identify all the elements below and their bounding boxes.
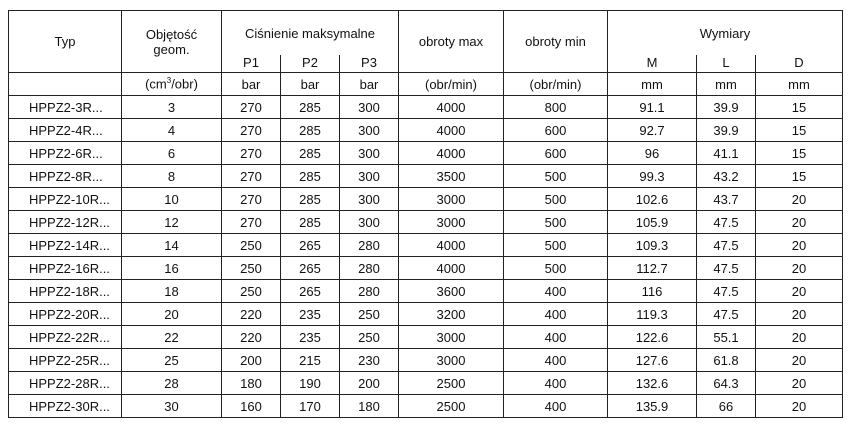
table-row <box>9 165 843 188</box>
cell-d: 20 <box>756 372 843 395</box>
spec-table-container <box>8 10 843 418</box>
cell-objetosc: 30 <box>122 395 222 418</box>
cell-p3: 180 <box>340 395 399 418</box>
cell-objetosc: 8 <box>122 165 222 188</box>
header-obroty-min: obroty min <box>504 11 608 73</box>
header-cisnienie: Ciśnienie maksymalne <box>222 11 399 56</box>
cell-typ: HPPZ2-20R... <box>9 303 122 326</box>
cell-p3: 280 <box>340 280 399 303</box>
cell-obroty-min: 800 <box>504 96 608 119</box>
cell-p2: 285 <box>281 96 340 119</box>
unit-obroty-max: (obr/min) <box>399 73 504 96</box>
cell-l: 64.3 <box>697 372 756 395</box>
header-l: L <box>697 55 756 73</box>
cell-l: 39.9 <box>697 119 756 142</box>
table-row <box>9 119 843 142</box>
cell-p1: 250 <box>222 257 281 280</box>
table-body <box>9 96 843 418</box>
cell-typ: HPPZ2-3R... <box>9 96 122 119</box>
cell-l: 41.1 <box>697 142 756 165</box>
cell-p2: 265 <box>281 280 340 303</box>
cell-m: 105.9 <box>608 211 697 234</box>
cell-obroty-min: 400 <box>504 280 608 303</box>
cell-p2: 285 <box>281 211 340 234</box>
cell-objetosc: 25 <box>122 349 222 372</box>
cell-l: 43.7 <box>697 188 756 211</box>
unit-objetosc: $(cm^3/obr)$ <box>122 73 222 96</box>
cell-p1: 270 <box>222 211 281 234</box>
cell-p1: 220 <box>222 303 281 326</box>
cell-obroty-min: 400 <box>504 326 608 349</box>
cell-objetosc: 10 <box>122 188 222 211</box>
header-p3: P3 <box>340 55 399 73</box>
table-row <box>9 188 843 211</box>
cell-d: 15 <box>756 165 843 188</box>
header-obroty-max: obroty max <box>399 11 504 73</box>
cell-typ: HPPZ2-14R... <box>9 234 122 257</box>
cell-p1: 270 <box>222 188 281 211</box>
table-row <box>9 372 843 395</box>
cell-p2: 285 <box>281 188 340 211</box>
cell-obroty-min: 500 <box>504 257 608 280</box>
cell-obroty-min: 600 <box>504 119 608 142</box>
cell-obroty-min: 500 <box>504 211 608 234</box>
table-row <box>9 211 843 234</box>
cell-objetosc: 6 <box>122 142 222 165</box>
cell-p2: 265 <box>281 257 340 280</box>
cell-l: 39.9 <box>697 96 756 119</box>
cell-p2: 235 <box>281 303 340 326</box>
cell-p2: 215 <box>281 349 340 372</box>
unit-p2: bar <box>281 73 340 96</box>
unit-typ <box>9 73 122 96</box>
cell-typ: HPPZ2-6R... <box>9 142 122 165</box>
cell-m: 122.6 <box>608 326 697 349</box>
cell-obroty-max: 2500 <box>399 395 504 418</box>
cell-obroty-min: 400 <box>504 395 608 418</box>
cell-d: 15 <box>756 142 843 165</box>
cell-obroty-max: 3500 <box>399 165 504 188</box>
cell-typ: HPPZ2-28R... <box>9 372 122 395</box>
cell-p3: 300 <box>340 96 399 119</box>
cell-l: 61.8 <box>697 349 756 372</box>
table-row <box>9 395 843 418</box>
header-m: M <box>608 55 697 73</box>
table-row <box>9 280 843 303</box>
cell-obroty-max: 4000 <box>399 142 504 165</box>
cell-p1: 270 <box>222 165 281 188</box>
header-d: D <box>756 55 843 73</box>
cell-obroty-max: 4000 <box>399 96 504 119</box>
cell-typ: HPPZ2-16R... <box>9 257 122 280</box>
cell-typ: HPPZ2-8R... <box>9 165 122 188</box>
cell-m: 119.3 <box>608 303 697 326</box>
cell-d: 20 <box>756 188 843 211</box>
cell-d: 15 <box>756 119 843 142</box>
cell-obroty-min: 500 <box>504 234 608 257</box>
cell-m: 91.1 <box>608 96 697 119</box>
table-row <box>9 96 843 119</box>
cell-p3: 230 <box>340 349 399 372</box>
cell-l: 47.5 <box>697 280 756 303</box>
unit-obroty-min: (obr/min) <box>504 73 608 96</box>
header-p2: P2 <box>281 55 340 73</box>
cell-p1: 270 <box>222 119 281 142</box>
cell-d: 20 <box>756 349 843 372</box>
cell-obroty-max: 3600 <box>399 280 504 303</box>
cell-l: 47.5 <box>697 303 756 326</box>
cell-obroty-max: 4000 <box>399 257 504 280</box>
cell-obroty-max: 3000 <box>399 326 504 349</box>
cell-l: 47.5 <box>697 211 756 234</box>
cell-obroty-min: 500 <box>504 165 608 188</box>
cell-p3: 300 <box>340 142 399 165</box>
cell-objetosc: 28 <box>122 372 222 395</box>
cell-d: 20 <box>756 211 843 234</box>
cell-p3: 300 <box>340 211 399 234</box>
cell-l: 47.5 <box>697 234 756 257</box>
cell-d: 20 <box>756 395 843 418</box>
cell-obroty-max: 3000 <box>399 211 504 234</box>
cell-obroty-max: 3000 <box>399 188 504 211</box>
cell-l: 55.1 <box>697 326 756 349</box>
cell-objetosc: 3 <box>122 96 222 119</box>
cell-d: 20 <box>756 234 843 257</box>
cell-p3: 300 <box>340 188 399 211</box>
cell-typ: HPPZ2-12R... <box>9 211 122 234</box>
cell-p3: 280 <box>340 234 399 257</box>
cell-typ: HPPZ2-4R... <box>9 119 122 142</box>
cell-m: 135.9 <box>608 395 697 418</box>
cell-objetosc: 20 <box>122 303 222 326</box>
header-objetosc: Objętość geom. <box>122 11 222 73</box>
table-row <box>9 142 843 165</box>
cell-p2: 265 <box>281 234 340 257</box>
cell-typ: HPPZ2-25R... <box>9 349 122 372</box>
header-p1: P1 <box>222 55 281 73</box>
cell-obroty-min: 500 <box>504 188 608 211</box>
table-row <box>9 349 843 372</box>
cell-typ: HPPZ2-18R... <box>9 280 122 303</box>
cell-objetosc: 14 <box>122 234 222 257</box>
cell-obroty-max: 4000 <box>399 234 504 257</box>
cell-d: 20 <box>756 303 843 326</box>
cell-obroty-min: 600 <box>504 142 608 165</box>
cell-typ: HPPZ2-22R... <box>9 326 122 349</box>
cell-p1: 220 <box>222 326 281 349</box>
cell-p1: 270 <box>222 96 281 119</box>
cell-obroty-min: 400 <box>504 303 608 326</box>
cell-m: 99.3 <box>608 165 697 188</box>
unit-d: mm <box>756 73 843 96</box>
cell-p1: 270 <box>222 142 281 165</box>
cell-p3: 200 <box>340 372 399 395</box>
unit-m: mm <box>608 73 697 96</box>
cell-m: 92.7 <box>608 119 697 142</box>
cell-objetosc: 4 <box>122 119 222 142</box>
table-row <box>9 234 843 257</box>
cell-p3: 300 <box>340 165 399 188</box>
cell-l: 43.2 <box>697 165 756 188</box>
cell-objetosc: 18 <box>122 280 222 303</box>
cell-obroty-max: 3000 <box>399 349 504 372</box>
cell-obroty-max: 2500 <box>399 372 504 395</box>
cell-p2: 170 <box>281 395 340 418</box>
cell-obroty-min: 400 <box>504 372 608 395</box>
table-row <box>9 257 843 280</box>
cell-m: 116 <box>608 280 697 303</box>
unit-p3: bar <box>340 73 399 96</box>
cell-d: 20 <box>756 257 843 280</box>
cell-obroty-max: 4000 <box>399 119 504 142</box>
cell-p1: 160 <box>222 395 281 418</box>
cell-typ: HPPZ2-30R... <box>9 395 122 418</box>
cell-p1: 180 <box>222 372 281 395</box>
cell-obroty-min: 400 <box>504 349 608 372</box>
cell-p2: 285 <box>281 165 340 188</box>
cell-p2: 285 <box>281 142 340 165</box>
cell-objetosc: 16 <box>122 257 222 280</box>
pump-spec-table <box>8 10 843 418</box>
cell-p3: 250 <box>340 326 399 349</box>
table-row <box>9 326 843 349</box>
cell-p3: 280 <box>340 257 399 280</box>
unit-l: mm <box>697 73 756 96</box>
cell-m: 109.3 <box>608 234 697 257</box>
cell-d: 20 <box>756 280 843 303</box>
cell-l: 66 <box>697 395 756 418</box>
cell-m: 102.6 <box>608 188 697 211</box>
cell-d: 20 <box>756 326 843 349</box>
cell-m: 96 <box>608 142 697 165</box>
cell-l: 47.5 <box>697 257 756 280</box>
cell-p1: 250 <box>222 234 281 257</box>
cell-objetosc: 12 <box>122 211 222 234</box>
cell-p1: 250 <box>222 280 281 303</box>
cell-d: 15 <box>756 96 843 119</box>
cell-p2: 190 <box>281 372 340 395</box>
cell-p3: 300 <box>340 119 399 142</box>
cell-p2: 235 <box>281 326 340 349</box>
cell-obroty-max: 3200 <box>399 303 504 326</box>
header-wymiary: Wymiary <box>608 11 843 56</box>
cell-p1: 200 <box>222 349 281 372</box>
unit-p1: bar <box>222 73 281 96</box>
table-row <box>9 303 843 326</box>
cell-m: 127.6 <box>608 349 697 372</box>
cell-m: 112.7 <box>608 257 697 280</box>
header-typ: Typ <box>9 11 122 73</box>
cell-objetosc: 22 <box>122 326 222 349</box>
cell-p3: 250 <box>340 303 399 326</box>
cell-m: 132.6 <box>608 372 697 395</box>
cell-p2: 285 <box>281 119 340 142</box>
cell-typ: HPPZ2-10R... <box>9 188 122 211</box>
